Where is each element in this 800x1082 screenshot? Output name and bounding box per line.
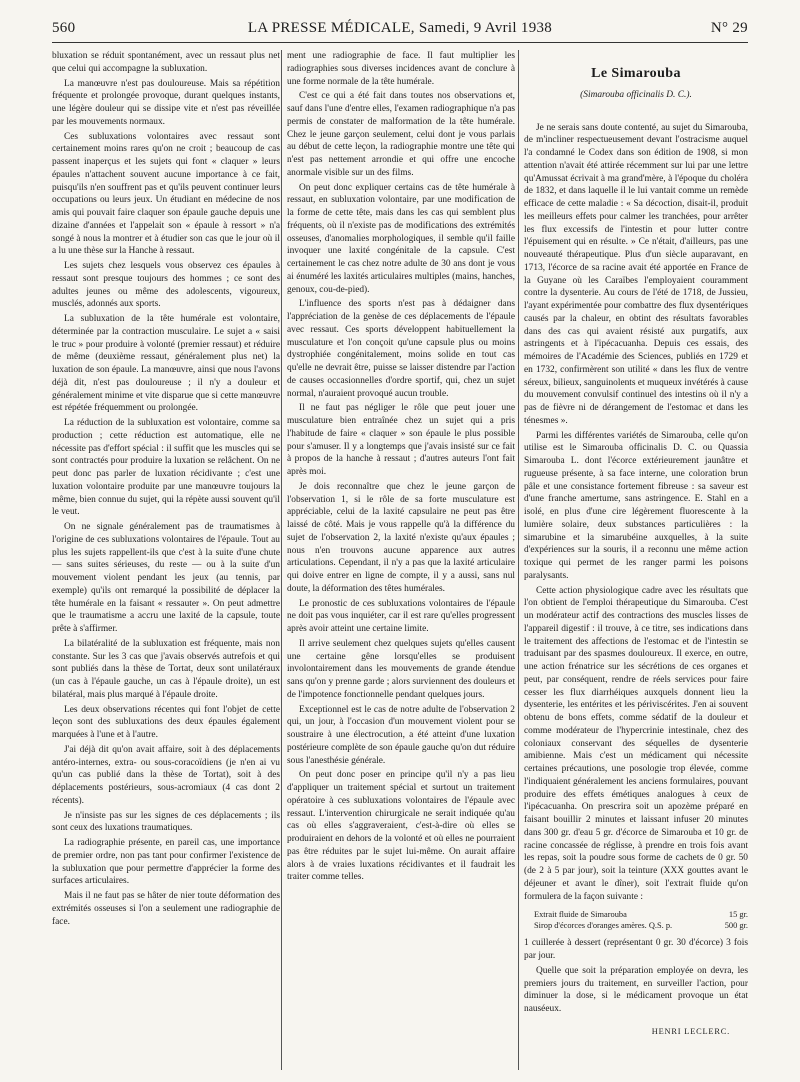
simarouba-column — [524, 50, 748, 1070]
paragraph: Quelle que soit la préparation employée on devra, les premiers jours du traitement, en surveiller l'action, pour diminuer la dose, si le médicament provoque un état nauséeux. — [524, 965, 748, 1014]
paragraph: La radiographie présente, en pareil cas, une importance de premier ordre, non pas tant pour confirmer l'existence de la subluxation que pour permettre d'apprécier la forme des surfaces articulaires. — [52, 838, 280, 887]
paragraph: On peut donc poser en principe qu'il n'y a pas lieu d'appliquer un traitement spécial et surtout un traitement opératoire à ces subluxations volontaires de l'épaule avec ressaut. L'intervention chirurgicale ne serait indiquée qu'au cas où elles s'aggraveraient, c'est-à-dire où elles se produiraient en dehors de la volonté et où elles ne pourraient pas être réduites par le sujet lui-même. On aurait affaire alors à de vraies luxations récidivantes et il faudrait les traiter comme telles. — [287, 770, 515, 883]
recipe — [534, 909, 748, 931]
paragraph: 1 cuillerée à dessert (représentant 0 gr. 30 d'écorce) 3 fois par jour. — [524, 938, 748, 961]
paragraph: La réduction de la subluxation est volontaire, comme sa production ; cette réduction est automatique, elle ne nécessite pas d'effort spécial : il suffit que les muscles qui se sont contractés pour produire la luxation se relâchent. On ne peut donc pas parler de luxation récidivante ; c'est une luxation volontaire produite par une manœuvre toujours la même, bien connue du sujet, qui la répète aussi souvent qu'il le veut. — [52, 418, 280, 518]
paragraph: La manœuvre n'est pas douloureuse. Mais sa répétition fréquente et prolongée provoque, durant quelques instants, une légère douleur qui se dissipe vite et n'est pas réveillée par les mouvements normaux. — [52, 78, 280, 127]
recipe-quantity: 500 gr. — [724, 921, 748, 931]
paragraph: Les sujets chez lesquels vous observez ces épaules à ressaut sont presque toujours des hommes ; ce sont des adultes jeunes ou même des adolescents, vigoureux, musclés, adonnés aux sports. — [52, 261, 280, 310]
paragraph: Mais il ne faut pas se hâter de nier toute déformation des extrémités osseuses si l'on a seulement une radiographie de face. — [52, 891, 280, 927]
article-title: Le Simarouba — [591, 66, 681, 81]
paragraph: On ne signale généralement pas de traumatismes à l'origine de ces subluxations volontaires de l'épaule. Tout au plus les sujets rappellent-ils que c'est à la suite d'une chute — sans suites sérieuses, du reste — ou à la suite d'un mouvement violent pendant les jeux (au tennis, par exemple) qu'ils ont remarqué la possibilité de déplacer la tête humérale en la faisant « ressauter ». On peut admettre que le traumatisme a accru une laxité de la capsule, toute prête à s'affirmer. — [52, 522, 280, 634]
column-divider — [518, 50, 519, 1070]
paragraph: Ces subluxations volontaires avec ressaut sont certainement moins rares qu'on ne croit ; beaucoup de cas passent inaperçus et les sujets qui font « claquer » leurs épaules n'attachent souvent aucune importance à ce fait, puisqu'ils n'en souffrent pas et qu'ils peuvent continuer leurs occupations ou leurs jeux. Un étudiant en médecine de nos amis qui pouvait faire claquer son épaule gauche depuis une dizaine d'années et l'appelait son « épaule à ressort » n'a songé à nous la montrer et à étudier son cas que le jour où il a lu une thèse sur la Hanche à ressaut. — [52, 131, 280, 257]
article-column-2 — [287, 50, 515, 1070]
paragraph: Il ne faut pas négliger le rôle que peut jouer une musculature bien entraînée chez un sujet qui a pris l'habitude de faire « claquer » son épaule le plus possible pour s'amuser. Il y a longtemps que j'avais insisté sur ce fait à propos de la hanche à ressaut ; d'autres auteurs l'ont fait après moi. — [287, 403, 515, 477]
paragraph: Le pronostic de ces subluxations volontaires de l'épaule ne doit pas vous inquiéter, car il est rare qu'elles progressent après avoir atteint une certaine limite. — [287, 598, 515, 634]
paragraph: Je ne serais sans doute contenté, au sujet du Simarouba, de m'incliner respectueusement devant l'ostracisme auquel l'a condamné le Codex dans son édition de 1908, si mon attention n'avait été attirée récemment sur lui par une lettre qu'Amussat écrivait à ma grand'mère, à l'époque du choléra de 1832, et dans laquelle il le lui vantait comme un remède efficace de cette maladie : « Sa décoction, disait-il, produit les meilleurs effets pour calmer les tranchées, pour arrêter les flux excessifs de l'intestin et pour lutter contre l'épuisement qui en résulte. » Ce n'était, d'ailleurs, pas une nouveauté thérapeutique. Plus d'un siècle auparavant, en 1713, l'écorce de sa racine avait été apportée en France de la Guyane où les Caraïbes l'employaient couramment contre la dysenterie. Au cours de l'été de 1718, de Jussieu, l'ayant expérimentée pour combattre des flux dysentériques causés par la chaleur, en obtint des résultats favorables dans des cas qui avaient résisté aux purgatifs, aux astringents et à l'ipécacuanha. Depuis ces essais, des mémoires de l'Académie des Sciences, publiés en 1729 et en 1732, confirmèrent son utilité « dans les flux de ventre séreux, bilieux, sanguinolents et muqueux invétérés à cause du mouvement convulsif continuel des intestins où il n'y a pas de fièvre ni de dérangement de l'estomac et dans les ténesmes ». — [524, 122, 748, 426]
paragraph: C'est ce qui a été fait dans toutes nos observations et, sauf dans l'une d'entre elles, l'examen radiographique n'a pas permis de constater de malformation de la tête humérale. Chez le jeune garçon seulement, celui dont je vous parlais au début de cette leçon, la radiographie montre une tête qui n'est pas nettement arrondie et qui offre une encoche anormale visible sur un des films. — [287, 91, 515, 178]
paragraph: On peut donc expliquer certains cas de tête humérale à ressaut, en subluxation volontaire, par une modification de la forme de cette tête, mais dans les cas qui semblent plus fréquents, où il n'existe pas de modifications des extrémités osseuses, d'anomalies morphologiques, il semble qu'il faille invoquer une laxité congénitale de la capsule. C'est certainement le cas chez notre adulte de 30 ans dont je vous ai énuméré les laxités articulaires multiples (mains, hanches, genoux, cou-de-pied). — [287, 182, 515, 295]
page-header — [52, 16, 748, 40]
paragraph: Parmi les différentes variétés de Simarouba, celle qu'on utilise est le Simarouba officinalis D. C. ou Quassia Simarouba L. dont l'écorce extérieurement jaunâtre et rugueuse présente, à sa face interne, une coloration brun pâle et une consistance fortement fibreuse : sa saveur est d'une franche amertume, sans astringence. E. Stahl en a isolé, en plus d'une cire légèrement fluorescente à la lumière solaire, deux substances particulières : la simarubine et la simarubéine auxquelles, à la suite d'expériences sur la souris, il a reconnu une même action toxique qui permet de les ranger parmi les poisons paralysants. — [524, 430, 748, 581]
recipe-row — [534, 920, 748, 931]
simarouba-body — [524, 122, 748, 904]
author-signature: HENRI LECLERC. — [651, 1026, 730, 1036]
simarouba-body-end — [524, 937, 748, 1016]
recipe-item: Sirop d'écorces d'oranges amères. Q.S. p. — [534, 921, 673, 931]
recipe-row — [534, 909, 748, 920]
header-rule — [52, 42, 748, 43]
recipe-quantity: 15 gr. — [728, 910, 748, 920]
paragraph: ment une radiographie de face. Il faut multiplier les radiographies sous diverses incidences avant de conclure à une forme normale de la tête humérale. — [287, 51, 515, 87]
issue-number: N° 29 — [710, 20, 748, 36]
paragraph: L'influence des sports n'est pas à dédaigner dans l'appréciation de la genèse de ces déplacements de l'épaule avec ressaut. Ces sports développent habituellement la musculature et l'on conçoit qu'une capsule plus ou moins dystrophiée congénitalement, moins solide en tout cas qu'elle ne devrait être, puisse se laisser distendre par l'action de causes occasionnelles d'ordre sportif, qui, chez un sujet normal, n'auraient provoqué aucun trouble. — [287, 299, 515, 399]
paragraph: Il arrive seulement chez quelques sujets qu'elles causent une certaine gêne lorsqu'elles se produisent involontairement dans les mouvements de grande étendue sans qu'on y prenne garde ; alors surviennent des douleurs et de l'impotence fonctionnelle pendant quelques jours. — [287, 638, 515, 700]
paragraph: Cette action physiologique cadre avec les résultats que l'on obtient de l'emploi thérapeutique du Simarouba. C'est un modérateur actif des contractions des muscles lisses de l'appareil digestif : il trouve, à ce titre, ses indications dans le traitement des affections de l'estomac et de l'intestin se traduisant par des spasmes douloureux. Il exerce, en outre, une action frénatrice sur les sécrétions de ces organes et peut, par conséquent, rendre de réels services pour faire cesser les flux diarrhéiques auxquels donnent lieu la dysenterie, les entérites et les périviscérites. J'en ai souvent obtenu de bons effets, comme sédatif de la douleur et comme modérateur de l'hypercrinie intestinale, chez des coloniaux conservant des séquelles de dysenterie amibienne. Mais c'est un médicament qui nécessite certaines précautions, une posologie trop élevée, comme l'indiquaient généralement les anciens formulaires, pouvant produire des effets émétiques analogues à ceux de l'ipécacuanha. On prescrira soit un apozème préparé en faisant bouillir 2 minutes et laissant infuser 20 minutes dans 300 gr. d'eau 5 gr. d'écorce de Simarouba et 10 gr. de racine concassée de réglisse, à prendre en trois fois avant les repas, soit la poudre sous forme de cachets de 0 gr. 50 (de 2 à 5 par jour), soit la teinture (XXX gouttes avant le déjeuner et avant le dîner), soit l'extrait fluide qu'on formulera de la façon suivante : — [524, 585, 748, 902]
paragraph: Je n'insiste pas sur les signes de ces déplacements ; ils sont ceux des luxations traumatiques. — [52, 810, 280, 834]
paragraph: Je dois reconnaître que chez le jeune garçon de l'observation 1, si le rôle de sa forte musculature est appréciable, celui de la laxité capsulaire ne peut pas être laissé de côté. Mais je vous rappelle qu'à la différence du sujet de l'observation 2, la laxité n'existe qu'aux épaules ; nous n'en trouvons aucune apparence aux autres articulations. Cependant, il n'y a pas que la laxité articulaire qui doive entrer en ligne de compte, il y a aussi, sans nul doute, la déformation des têtes humérales. — [287, 481, 515, 594]
article-column-1 — [52, 50, 280, 1070]
paragraph: bluxation se réduit spontanément, avec un ressaut plus net que celui qui accompagne la subluxation. — [52, 51, 280, 74]
column-divider — [281, 50, 282, 1070]
paragraph: La subluxation de la tête humérale est volontaire, déterminée par la contraction musculaire. Le sujet a « saisi le truc » pour produire à volonté (premier ressaut) et réduire de même (deuxième ressaut, généralement plus net) la luxation de son épaule. La manœuvre, ainsi que nous l'avons déjà dit, n'est pas douloureuse ; il n'y a douleur et généralement minime et vite disparue que si cette manœuvre est répétée fréquemment ou prolongée. — [52, 314, 280, 414]
journal-title: LA PRESSE MÉDICALE, Samedi, 9 Avril 1938 — [247, 20, 553, 36]
paragraph: La bilatéralité de la subluxation est fréquente, mais non constante. Sur les 3 cas que j'avais observés autrefois et qui sont publiés dans la thèse de Tortat, deux sont unilatéraux (un cas à l'épaule gauche, un cas à l'épaule droite), un est bilatéral, mais plus marqué à l'épaule droite. — [52, 638, 280, 700]
page-number: 560 — [52, 20, 76, 36]
recipe-item: Extrait fluide de Simarouba — [534, 910, 627, 920]
paragraph: Les deux observations récentes qui font l'objet de cette leçon sont des subluxations des deux épaules également marquées à l'une et à l'autre. — [52, 704, 280, 740]
paragraph: J'ai déjà dit qu'on avait affaire, soit à des déplacements antéro-internes, extra- ou sous-coracoïdiens (je n'en ai vu qu'un cas publié dans la thèse de Tortat), soit à des déplacements postérieurs, sous-acromiaux (4 cas dont 2 récents). — [52, 744, 280, 806]
article-subtitle: (Simarouba officinalis D. C.). — [580, 89, 692, 100]
paragraph: Exceptionnel est le cas de notre adulte de l'observation 2 qui, un jour, à l'occasion d'un mouvement violent pour se soustraire à une électrocution, a été atteint d'une luxation postérieure complète de son épaule gauche qu'on dut réduire sous l'anesthésie générale. — [287, 704, 515, 766]
